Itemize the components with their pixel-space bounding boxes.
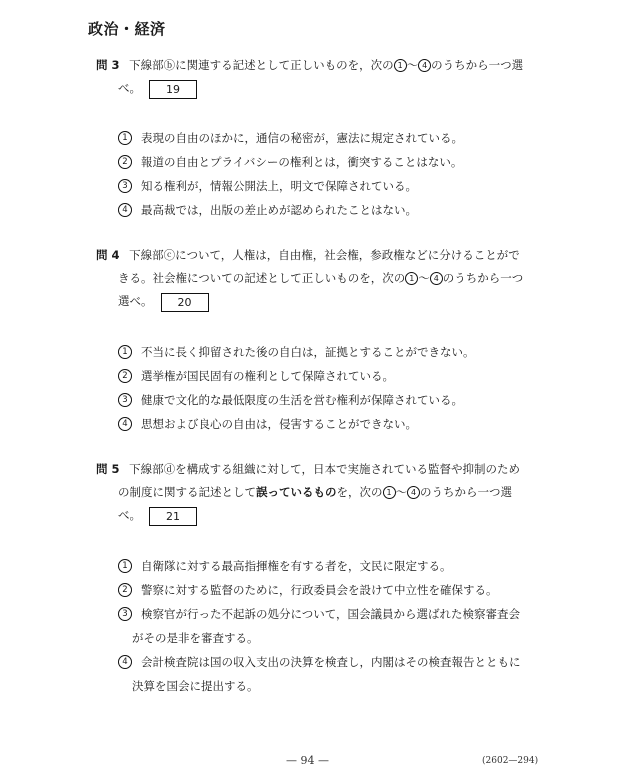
emphasis-text: 誤っているもの	[256, 485, 337, 499]
question-4	[96, 244, 546, 313]
choice-continuation: 決算を国会に提出する。	[132, 679, 259, 693]
choice-range-start: 1	[394, 59, 407, 72]
choice-item[interactable]: 4 思想および良心の自由は，侵害することができない。	[118, 412, 548, 436]
choice-range-end: 4	[430, 272, 443, 285]
question-3	[96, 54, 546, 100]
question-3-number: 問 3	[96, 58, 120, 72]
question-5-line-1: 問 5 下線部ⓓを構成する組織に対して，日本で実施されている監督や抑制のため	[96, 462, 520, 476]
choice-range-start: 1	[405, 272, 418, 285]
question-4-number: 問 4	[96, 248, 120, 262]
choice-item[interactable]: 3 検察官が行った不起訴の処分について，国会議員から選ばれた検察審査会 がその是非を審査する。	[118, 602, 548, 650]
question-5	[96, 458, 546, 527]
question-5-number: 問 5	[96, 462, 120, 476]
choice-range-start: 1	[383, 486, 396, 499]
choice-item[interactable]: 1 自衛隊に対する最高指揮権を有する者を，文民に限定する。	[118, 554, 548, 578]
question-3-choices	[118, 126, 548, 222]
choice-number: 3	[118, 607, 132, 621]
choice-item[interactable]: 2 警察に対する監督のために，行政委員会を設けて中立性を確保する。	[118, 578, 548, 602]
choice-range-end: 4	[418, 59, 431, 72]
question-5-line-2: の制度に関する記述として誤っているものを，次の 1 ～ 4 のうちから一つ選	[118, 485, 512, 499]
choice-range-end: 4	[407, 486, 420, 499]
underline-mark-c: ⓒ	[163, 248, 176, 262]
answer-box-19[interactable]: 19	[149, 80, 197, 99]
choice-number: 2	[118, 155, 132, 169]
choice-continuation: がその是非を審査する。	[132, 631, 259, 645]
question-4-line-1: 問 4 下線部ⓒについて，人権は，自由権，社会権，参政権などに分けることがで	[96, 248, 520, 262]
choice-number: 2	[118, 369, 132, 383]
underline-mark-d: ⓓ	[163, 462, 176, 476]
choice-item[interactable]: 1 不当に長く抑留された後の自白は，証拠とすることができない。	[118, 340, 548, 364]
question-5-line-3: べ。 21	[96, 504, 546, 527]
choice-item[interactable]: 3 健康で文化的な最低限度の生活を営む権利が保障されている。	[118, 388, 548, 412]
choice-number: 4	[118, 655, 132, 669]
page-title: 政治・経済	[88, 20, 166, 38]
underline-mark-b: ⓑ	[163, 58, 176, 72]
choice-item[interactable]: 4 最高裁では，出版の差止めが認められたことはない。	[118, 198, 548, 222]
choice-number: 3	[118, 393, 132, 407]
answer-box-20[interactable]: 20	[161, 293, 209, 312]
page-number: — 94 —	[286, 754, 329, 767]
choice-number: 1	[118, 131, 132, 145]
question-3-line-1: 問 3 下線部ⓑに関連する記述として正しいものを，次の 1 ～ 4 のうちから一つ選	[96, 58, 524, 72]
choice-number: 2	[118, 583, 132, 597]
question-4-line-3: 選べ。 20	[96, 290, 546, 313]
question-3-line-2: べ。 19	[96, 77, 546, 100]
choice-item[interactable]: 4 会計検査院は国の収入支出の決算を検査し，内閣はその検査報告とともに 決算を国会に提出する。	[118, 650, 548, 698]
answer-box-21[interactable]: 21	[149, 507, 197, 526]
question-4-line-2: きる。社会権についての記述として正しいものを，次の 1 ～ 4 のうちから一つ	[118, 271, 524, 285]
choice-item[interactable]: 3 知る権利が，情報公開法上，明文で保障されている。	[118, 174, 548, 198]
choice-item[interactable]: 2 選挙権が国民固有の権利として保障されている。	[118, 364, 548, 388]
question-4-choices	[118, 340, 548, 436]
exam-code: (2602—294)	[482, 756, 539, 766]
choice-number: 4	[118, 417, 132, 431]
choice-item[interactable]: 2 報道の自由とプライバシーの権利とは，衝突することはない。	[118, 150, 548, 174]
question-5-choices	[118, 554, 548, 698]
choice-number: 1	[118, 559, 132, 573]
choice-number: 3	[118, 179, 132, 193]
choice-item[interactable]: 1 表現の自由のほかに，通信の秘密が，憲法に規定されている。	[118, 126, 548, 150]
choice-number: 1	[118, 345, 132, 359]
choice-number: 4	[118, 203, 132, 217]
